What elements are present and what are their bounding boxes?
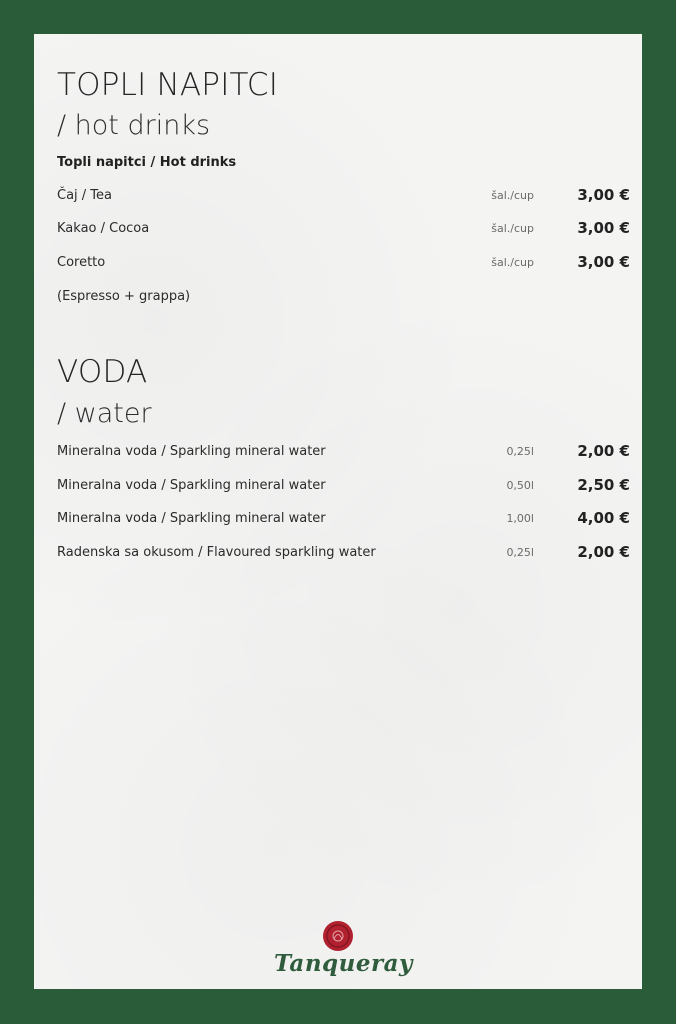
item-unit: šal./cup [491,189,534,202]
item-unit: 0,50l [506,479,534,492]
menu-item-row [57,545,630,565]
item-unit: 0,25l [506,546,534,559]
item-unit: 1,00l [506,512,534,525]
menu-item-row [57,444,630,464]
water-title: VODA [57,354,148,390]
menu-item-row [57,188,630,208]
item-price: 4,00 € [577,509,630,527]
item-price: 2,50 € [577,476,630,494]
menu-page [34,34,642,989]
item-unit: šal./cup [491,256,534,269]
item-price: 3,00 € [577,253,630,271]
hot-drinks-subtitle: / hot drinks [57,110,211,141]
item-price: 2,00 € [577,442,630,460]
item-price: 2,00 € [577,543,630,561]
item-name: Coretto [57,255,106,270]
item-name: Mineralna voda / Sparkling mineral water [57,478,326,493]
item-note: (Espresso + grappa) [57,289,191,304]
seal-icon [322,920,354,952]
item-name: Mineralna voda / Sparkling mineral water [57,444,326,459]
brand-logo [274,920,413,982]
menu-item-row [57,511,630,531]
menu-item-row [57,255,630,275]
menu-item-row [57,478,630,498]
menu-item-row [57,221,630,241]
brand-name: Tanqueray [274,950,413,977]
item-name: Čaj / Tea [57,188,112,203]
water-subtitle: / water [57,398,152,429]
item-price: 3,00 € [577,186,630,204]
item-unit: 0,25l [506,445,534,458]
item-name: Mineralna voda / Sparkling mineral water [57,511,326,526]
hot-drinks-title: TOPLI NAPITCI [57,67,279,103]
item-unit: šal./cup [491,222,534,235]
item-price: 3,00 € [577,219,630,237]
item-name: Kakao / Cocoa [57,221,150,236]
item-name: Radenska sa okusom / Flavoured sparkling water [57,545,376,560]
hot-drinks-section-label: Topli napitci / Hot drinks [57,155,237,170]
